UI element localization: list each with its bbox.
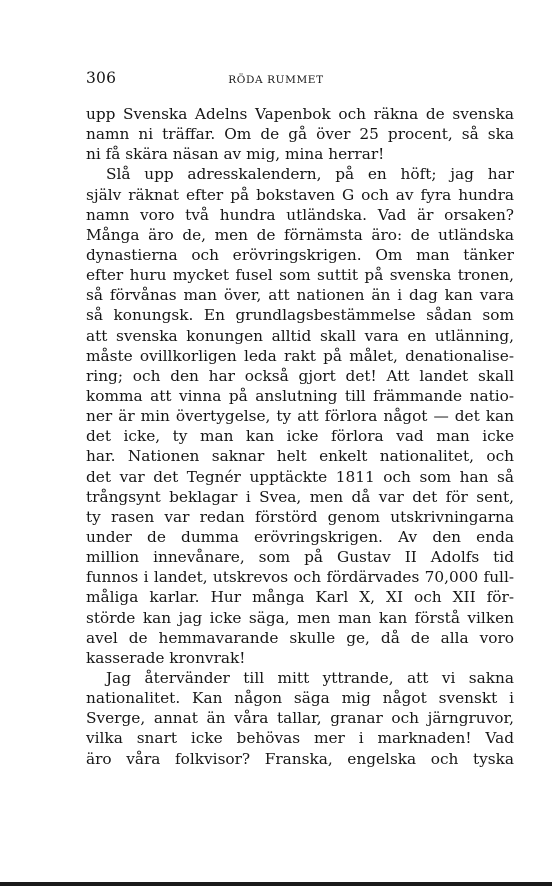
text-line: Jag återvänder till mitt yttrande, att vi sakna — [106, 668, 514, 687]
text-line: ner är min övertygelse, ty att förlora något — det kan — [86, 407, 514, 426]
text-line: att svenska konungen alltid skall vara en utlänning, — [86, 326, 514, 345]
text-line: själv räknat efter på bokstaven G och av fyra hundra — [86, 185, 514, 204]
text-line: störde kan jag icke säga, men man kan förstå vilken — [86, 608, 514, 627]
text-line: det var det Tegnér upptäckte 1811 och som han så — [86, 467, 514, 486]
text-line: Många äro de, men de förnämsta äro: de utländska — [86, 225, 514, 244]
text-line: namn ni träffar. Om de gå över 25 procent, så ska — [86, 125, 514, 144]
text-line: kasserade kronvrak! — [86, 648, 246, 667]
text-line: upp Svenska Adelns Vapenbok och räkna de svenska — [86, 105, 514, 123]
text-line: namn voro två hundra utländska. Vad är orsaken? — [86, 205, 514, 224]
text-line: så förvånas man över, att nationen än i dag kan vara — [86, 286, 514, 305]
text-line: måste ovillkorligen leda rakt på målet, denationalise- — [86, 346, 514, 365]
text-line: dynastierna och erövringskrigen. Om man tänker — [86, 245, 514, 264]
text-line: trångsynt beklagar i Svea, men då var det för sent, — [86, 487, 514, 506]
text-line: under de dumma erövringskrigen. Av den enda — [86, 527, 514, 546]
text-line: ni få skära näsan av mig, mina herrar! — [86, 145, 385, 164]
text-line: ty rasen var redan förstörd genom utskrivningarna — [86, 507, 514, 526]
page-number: 306 — [86, 69, 117, 87]
text-line: det icke, ty man kan icke förlora vad man icke — [86, 427, 514, 446]
bottom-scan-edge — [0, 882, 552, 886]
text-line: efter huru mycket fusel som suttit på svenska tronen, — [86, 266, 514, 285]
text-line: vilka snart icke behövas mer i marknaden! Vad — [86, 729, 514, 748]
text-line: funnos i landet, utskrevos och fördärvades 70,000 full- — [86, 568, 514, 587]
text-line: nationalitet. Kan någon säga mig något svenskt i — [86, 689, 514, 708]
text-line: ring; och den har också gjort det! Att landet skall — [86, 366, 514, 385]
running-head: RÖDA RUMMET — [228, 74, 324, 86]
text-line: million innevånare, som på Gustav II Adolfs tid — [86, 548, 514, 567]
text-line: äro våra folkvisor? Franska, engelska och tyska — [86, 749, 514, 768]
text-line: komma att vinna på anslutning till främmande natio- — [86, 386, 514, 405]
body-text — [86, 104, 514, 769]
text-line: Slå upp adresskalendern, på en höft; jag har — [106, 165, 514, 184]
text-line: avel de hemmavarande skulle ge, då de alla voro — [86, 628, 514, 647]
text-line: så konungsk. En grundlagsbestämmelse sådan som — [86, 306, 514, 325]
text-line: måliga karlar. Hur många Karl X, XI och XII för- — [86, 588, 514, 607]
text-line: Sverge, annat än våra tallar, granar och järngruvor, — [86, 709, 514, 728]
text-line: har. Nationen saknar helt enkelt nationalitet, och — [86, 447, 514, 466]
